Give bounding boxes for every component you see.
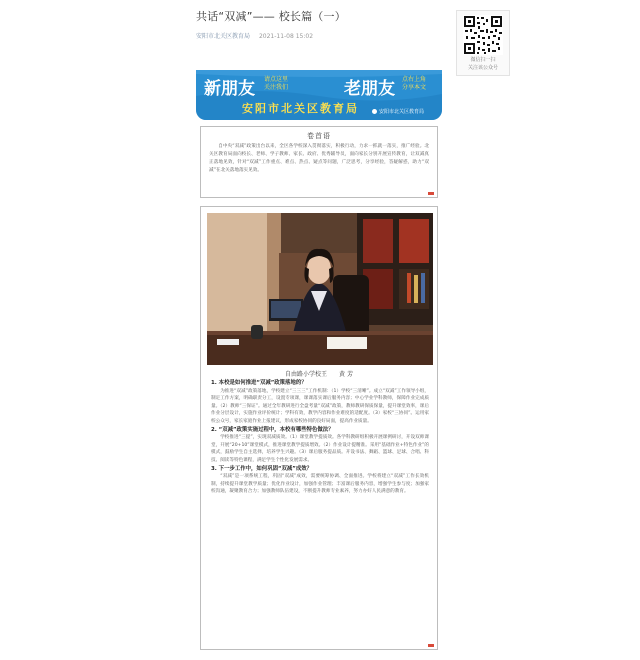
preface-text: 自中央“双减”政策出台以来，全区各学校深入贯彻落实，积极行动，力求一抓就一落实，推广经验。北关区教育局面向校长、老师、学子教师、家长、政府、优秀辅导员，面向家长分别开展宣传教育，让双减真正落地见效，针对“双减”工作重点、难点、热点、疑点等问题，广泛思考，分享经验，答疑解惑，助力“双减”在北关落地落实见效。 — [209, 144, 429, 173]
article-body — [211, 379, 429, 496]
question-heading: 2. “双减”政策实施过程中，本校有哪些特色做法？ — [211, 426, 334, 433]
follow-banner[interactable] — [196, 70, 442, 120]
old-friend-subtext — [402, 76, 426, 92]
question-heading: 3. 下一步工作中，如何巩固“双减”成效？ — [211, 465, 313, 472]
preface-card — [200, 126, 438, 198]
principal-photo[interactable] — [207, 213, 433, 365]
preface-heading: 卷首语 — [307, 132, 331, 140]
new-friend-subtext — [264, 76, 288, 92]
question-heading: 1. 本校是如何推进“双减”政策落地的？ — [211, 380, 307, 386]
org-name: 安阳市北关区教育局 — [242, 102, 359, 115]
caption-school: 自由路小学校王 — [285, 371, 328, 378]
article-title: 共话“双减”—— 校长篇（一） — [196, 10, 346, 23]
old-friend-sub-line2: 分享本文 — [402, 84, 427, 91]
new-friend-sub-line1: 请点这里 — [264, 76, 289, 83]
qr-caption-line2: 关注该公众号 — [467, 65, 498, 71]
corner-mark — [428, 192, 434, 195]
photo-caption — [201, 369, 437, 378]
answer-paragraph: 学校推进“三提”，实现双减质效。（1）课堂教学提质效。各学科教研组积极开展课例研讨，开设双师课堂，开展“20+10”课堂模式，推进课堂教学提质增效。（2）作业设计提精准。采用“基础作业+特色作业”的模式，鼓励学生自主选择，培养学生兴趣。（3）课后服务提品质。开设书法、舞蹈、篮球、足球、合唱、科技、阅读等特色课程，满足学生个性化发展需求。 — [211, 435, 429, 463]
qr-code-icon — [463, 15, 503, 55]
new-friend-sub-line2: 关注我们 — [264, 84, 289, 91]
caption-name: 黄 芳 — [339, 371, 353, 378]
old-friend-sub-line1: 点右上角 — [402, 76, 427, 83]
answer-paragraph: 为推进“双减”政策落地，学校建立“三三三”工作机制：（1）学校“三清晰”。成立“双减”工作领导小组，制定工作方案，明确职责分工，设置专项课，课课落实课后服务内容；中心学业学科教师，保障作业完成质量。（2）教师“三保证”。通过全年教研进行全盘考量“双减”政策，教师教研保质保量，提升课堂效率，课后作业分层设计，实施作业评价统计；学科有效，教学内容和作业难度的适配度。（3）家校“三协同”。运用家校公众号，家长家庭作业上报建议，形成家校协同的良好局面，提高作业质量。 — [211, 388, 429, 424]
old-friend-label: 老朋友 — [344, 79, 395, 99]
new-friend-label: 新朋友 — [204, 79, 255, 99]
qr-caption-line1: 微信扫一扫 — [470, 57, 496, 63]
publish-date: 2021-11-08 15:02 — [258, 33, 314, 40]
corner-mark — [428, 644, 434, 647]
answer-paragraph: “双减”是一项系统工程，巩固“双减”成效，需要统筹协调、全面推进。学校将建立“双减”工作长效机制，持续提升课堂教学质量；优化作业设计，加强作业管理；丰富课后服务内容，增强学生参与度；加强家校沟通，凝聚教育合力；加强教师队伍建设，不断提升教师专业素养，努力办好人民满意的教育。 — [211, 474, 429, 495]
article-card — [200, 206, 438, 650]
org-logo — [372, 108, 424, 115]
author-link[interactable]: 安阳市北关区教育局 — [196, 33, 251, 40]
org-logo-icon — [372, 109, 377, 114]
qr-code-panel — [456, 10, 510, 76]
org-logo-text: 安阳市北关区教育局 — [379, 109, 425, 115]
